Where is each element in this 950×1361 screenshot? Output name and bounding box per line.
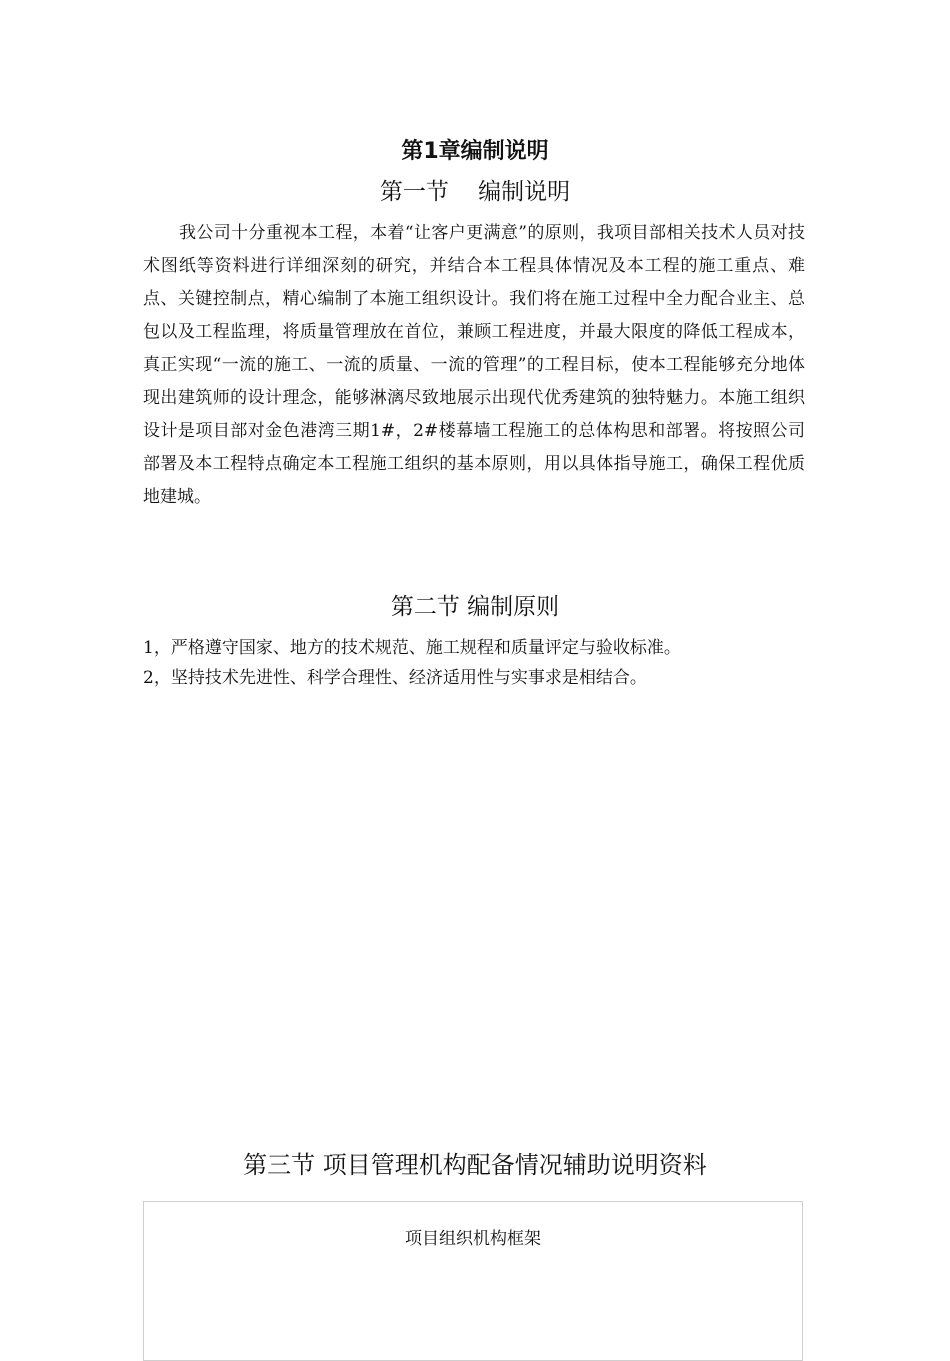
section-1-body: 我公司十分重视本工程，本着“让客户更满意”的原则，我项目部相关技术人员对技术图纸等资料进行详细深刻的研究，并结合本工程具体情况及本工程的施工重点、难点、关键控制点，精心编制了本施工组织设计。我们将在施工过程中全力配合业主、总包以及工程监理，将质量管理放在首位，兼顾工程进度，并最大限度的降低工程成本，真正实现“一流的施工、一流的质量、一流的管理”的工程目标，使本工程能够充分地体现出建筑师的设计理念，能够淋漓尽致地展示出现代优秀建筑的独特魅力。本施工组织设计是项目部对金色港湾三期1#，2#楼幕墙工程施工的总体构思和部署。将按照公司部署及本工程特点确定本工程施工组织的基本原则，用以具体指导施工，确保工程优质地建城。 [143,223,805,507]
org-chart-caption: 项目组织机构框架 [405,1229,541,1249]
principle-item-1: 1，严格遵守国家、地方的技术规范、施工规程和质量评定与验收标准。 [143,638,681,658]
section-2-title: 第二节 编制原则 [390,594,560,620]
principle-item-2: 2，坚持技术先进性、科学合理性、经济适用性与实事求是相结合。 [143,668,647,688]
section-3-title: 第三节 项目管理机构配备情况辅助说明资料 [243,1151,707,1179]
org-chart-frame [143,1201,803,1361]
section-1-title: 第一节 编制说明 [379,179,571,205]
chapter-title: 第1章编制说明 [401,139,549,164]
principles-list [143,633,805,693]
